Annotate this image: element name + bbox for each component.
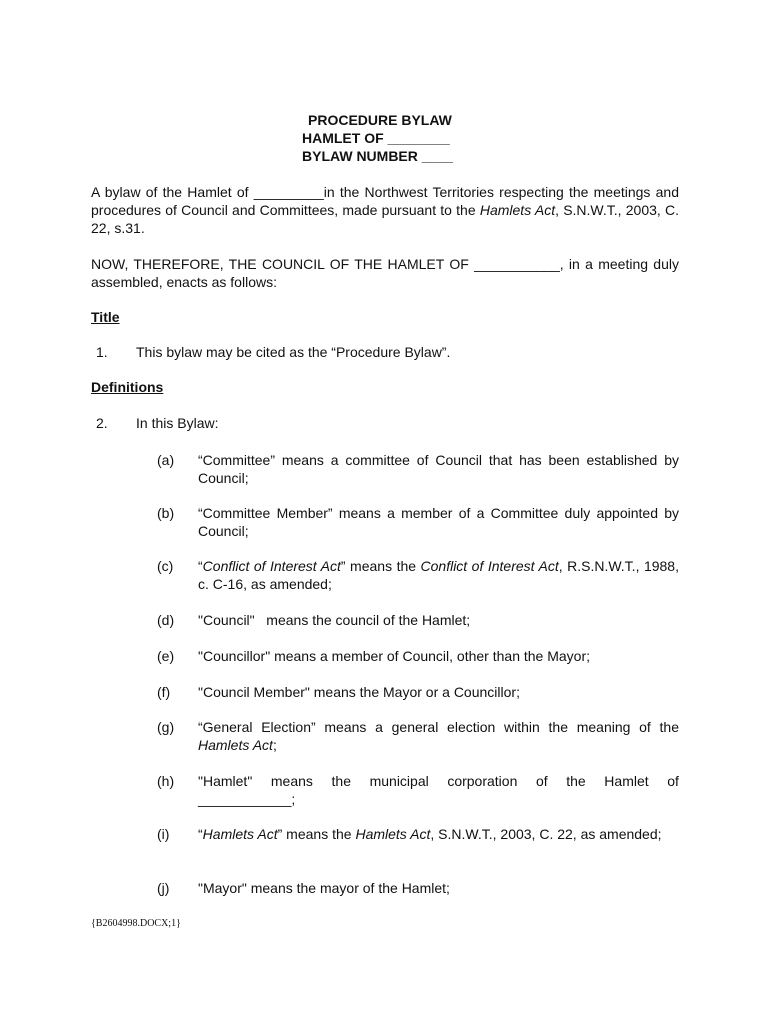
definition-h-line-2: ____________;: [198, 791, 296, 807]
defined-term: Hamlets Act: [202, 826, 278, 842]
definition-e-label: (e): [157, 648, 175, 664]
act-name: Hamlets Act: [355, 826, 431, 842]
definition-f-text: "Council Member" means the Mayor or a Councillor;: [198, 684, 520, 700]
section-2-number: 2.: [96, 415, 108, 431]
document-title: PROCEDURE BYLAW: [308, 112, 452, 128]
definition-c-text: [198, 557, 679, 593]
word: of: [667, 773, 679, 789]
definition-a-label: (a): [157, 452, 175, 468]
quote-mark: “: [198, 558, 203, 574]
definition-body: “General Election” means a general election within the meaning of the: [198, 719, 679, 735]
act-name: Hamlets Act: [198, 737, 273, 753]
document-id-footer: {B2604998.DOCX;1}: [91, 918, 181, 929]
definition-g-text: [198, 718, 679, 754]
definition-j-text: "Mayor" means the mayor of the Hamlet;: [198, 880, 450, 896]
definition-b-text: “Committee Member” means a member of a Committee duly appointed by Council;: [198, 505, 679, 539]
enactment-paragraph: NOW, THEREFORE, THE COUNCIL OF THE HAMLET OF ___________, in a meeting duly assembled, enacts as follows:: [91, 256, 679, 290]
word: "Hamlet": [198, 773, 253, 789]
hamlet-name-line: HAMLET OF ________: [302, 130, 450, 146]
word: of: [535, 773, 548, 789]
preamble-citation: , S.N.W.T., 2003, C. 22, s.31.: [91, 202, 679, 236]
definitions-heading: Definitions: [91, 379, 164, 395]
quote-mark: “: [198, 826, 203, 842]
definition-citation: , S.N.W.T., 2003, C. 22, as amended;: [430, 826, 662, 842]
word: the: [331, 773, 351, 789]
preamble-act-name: Hamlets Act: [479, 202, 556, 218]
definition-h-label: (h): [157, 773, 175, 789]
definition-f-label: (f): [157, 684, 171, 700]
act-name: Conflict of Interest Act: [420, 558, 559, 574]
definition-d-label: (d): [157, 612, 175, 628]
word: the: [566, 773, 586, 789]
word: Hamlet: [604, 773, 649, 789]
word: corporation: [447, 773, 518, 789]
definition-connector: ” means the: [277, 826, 356, 842]
section-1-number: 1.: [96, 344, 108, 360]
preamble-text: A bylaw of the Hamlet of _________in the Northwest Territories respecting the meetings and procedures of Council and Committees, made pursuant to the: [91, 184, 679, 218]
section-1-text: This bylaw may be cited as the “Procedure Bylaw”.: [136, 344, 451, 360]
definition-d-text: "Council" means the council of the Hamlet;: [198, 612, 471, 628]
word: municipal: [369, 773, 429, 789]
definition-h-line-1: [198, 772, 679, 790]
definition-c-label: (c): [157, 558, 174, 574]
defined-term: Conflict of Interest Act: [202, 558, 341, 574]
section-2-text: In this Bylaw:: [136, 415, 219, 431]
title-heading: Title: [91, 309, 120, 325]
definition-connector: ” means the: [340, 558, 421, 574]
word: means: [270, 773, 313, 789]
definition-e-text: "Councillor" means a member of Council, other than the Mayor;: [198, 648, 591, 664]
bylaw-number-line: BYLAW NUMBER ____: [302, 148, 453, 164]
preamble-paragraph: [91, 183, 679, 237]
definition-citation: , R.S.N.W.T., 1988, c. C-16, as amended;: [198, 558, 679, 592]
definition-j-label: (j): [157, 880, 170, 896]
definition-a-text: “Committee” means a committee of Council that has been established by Council;: [198, 452, 679, 486]
definition-i-text: [198, 825, 679, 843]
definition-i-label: (i): [157, 826, 170, 842]
definition-end: ;: [272, 737, 277, 753]
definition-b-label: (b): [157, 505, 175, 521]
definition-g-label: (g): [157, 719, 175, 735]
